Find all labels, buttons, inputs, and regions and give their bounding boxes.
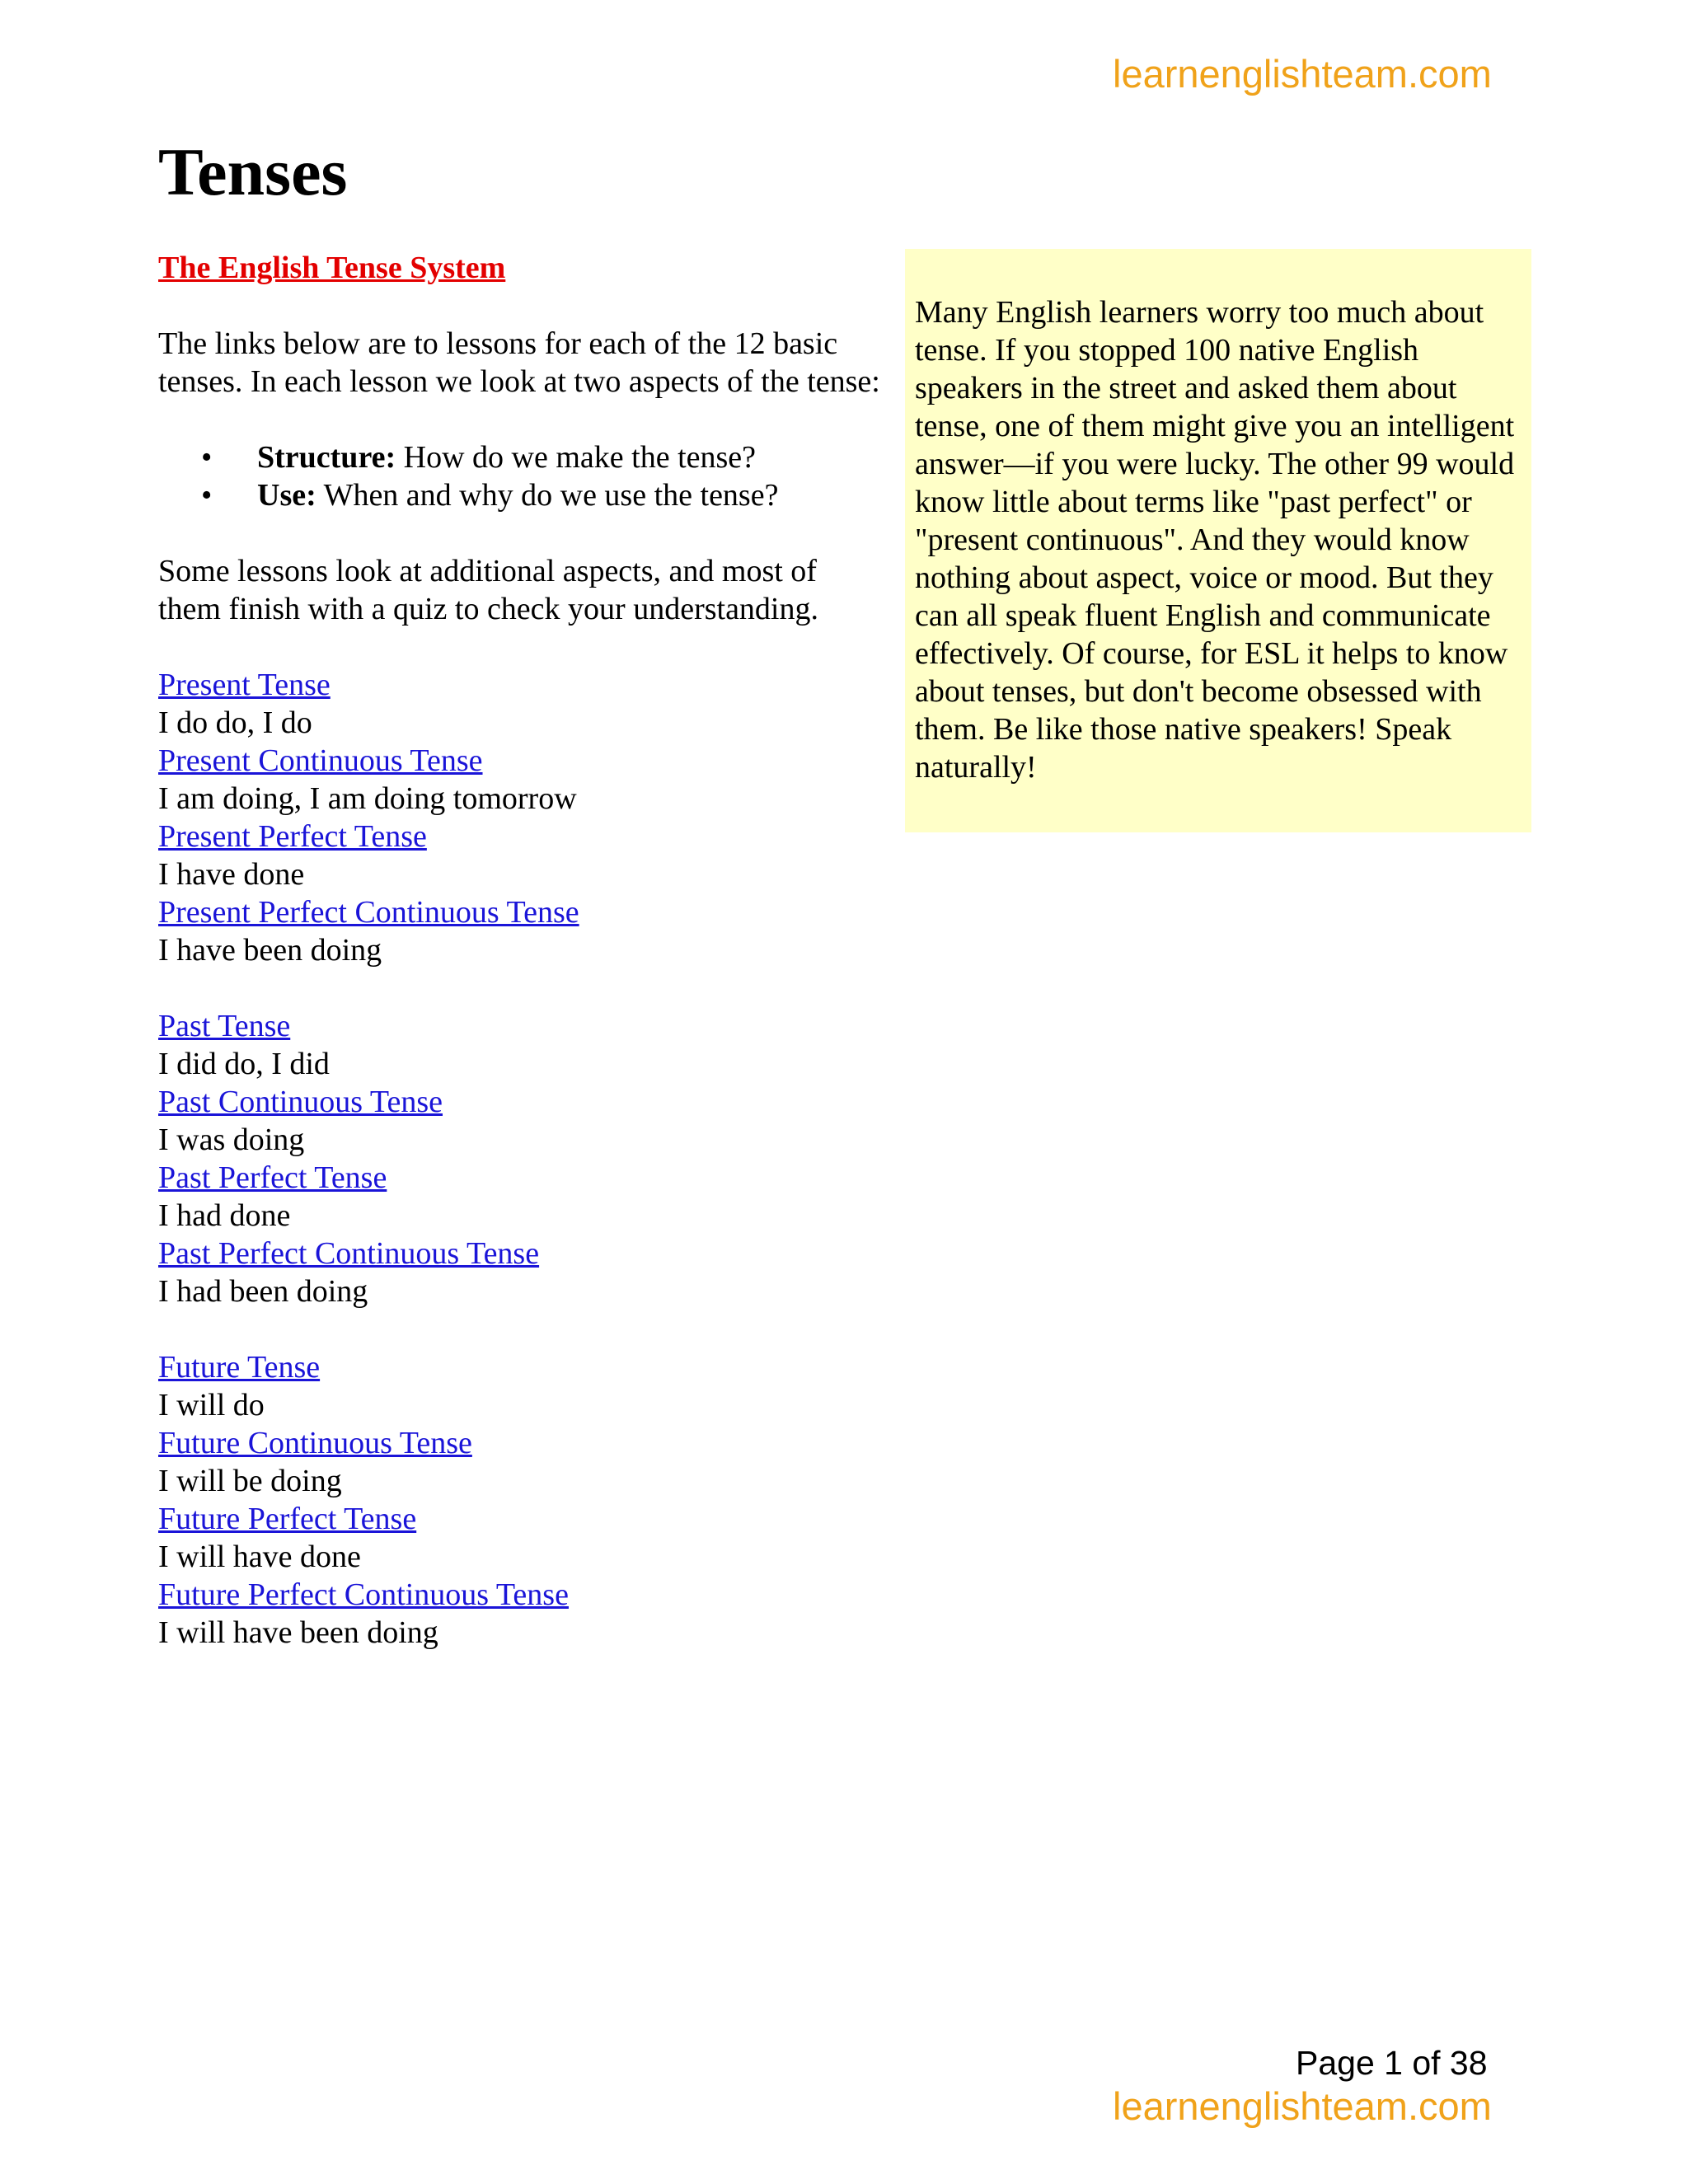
aspect-label: Use: bbox=[257, 478, 316, 513]
tense-example: I was doing bbox=[158, 1122, 305, 1157]
sidebar-note-text: Many English learners worry too much about tense. If you stopped 100 native English speakers in the street and asked them about tense, one of them might give you an intelligent answer—if you were lucky. The other 99 would know little about terms like "past perfect" or "present continuous". And they would know nothing about aspect, voice or mood. But they can all speak fluent English and communicate effectively. Of course, for ESL it helps to know about tenses, but don't become obsessed with them. Be like those native speakers! Speak naturally! bbox=[915, 295, 1515, 785]
intro-paragraph: The links below are to lessons for each of the 12 basic tenses. In each lesson we look at two aspects of the tense: bbox=[158, 326, 880, 399]
tense-example: I am doing, I am doing tomorrow bbox=[158, 781, 577, 816]
present-tenses-group bbox=[158, 666, 884, 969]
present-perfect-tense-link[interactable]: Present Perfect Tense bbox=[158, 819, 427, 854]
page-title: Tenses bbox=[158, 134, 348, 209]
tense-example: I did do, I did bbox=[158, 1047, 330, 1081]
site-footer-text: learnenglishteam.com bbox=[1113, 2084, 1492, 2128]
list-item bbox=[201, 438, 884, 476]
aspect-text: When and why do we use the tense? bbox=[316, 478, 779, 513]
list-item bbox=[201, 476, 884, 514]
sidebar-note bbox=[905, 249, 1531, 832]
tense-example: I had done bbox=[158, 1198, 291, 1233]
past-tense-link[interactable]: Past Tense bbox=[158, 1009, 291, 1043]
tense-example: I had been doing bbox=[158, 1274, 368, 1309]
tense-example: I will have done bbox=[158, 1540, 361, 1574]
aspect-label: Structure: bbox=[257, 440, 396, 475]
present-continuous-tense-link[interactable]: Present Continuous Tense bbox=[158, 743, 483, 778]
tense-example: I do do, I do bbox=[158, 705, 312, 740]
future-tense-link[interactable]: Future Tense bbox=[158, 1350, 321, 1385]
site-header-text: learnenglishteam.com bbox=[1113, 52, 1492, 96]
tense-example: I have done bbox=[158, 857, 305, 892]
future-tenses-group bbox=[158, 1348, 884, 1652]
main-content bbox=[158, 249, 884, 1652]
past-tenses-group bbox=[158, 1007, 884, 1310]
tense-example: I will do bbox=[158, 1388, 265, 1422]
bullet-icon: • bbox=[201, 478, 213, 513]
past-perfect-continuous-tense-link[interactable]: Past Perfect Continuous Tense bbox=[158, 1236, 540, 1271]
future-continuous-tense-link[interactable]: Future Continuous Tense bbox=[158, 1426, 472, 1460]
future-perfect-tense-link[interactable]: Future Perfect Tense bbox=[158, 1502, 417, 1536]
tense-example: I have been doing bbox=[158, 933, 382, 968]
past-continuous-tense-link[interactable]: Past Continuous Tense bbox=[158, 1085, 443, 1119]
present-perfect-continuous-tense-link[interactable]: Present Perfect Continuous Tense bbox=[158, 895, 579, 930]
tense-example: I will be doing bbox=[158, 1464, 342, 1498]
present-tense-link[interactable]: Present Tense bbox=[158, 668, 331, 702]
aspect-list bbox=[158, 438, 884, 514]
future-perfect-continuous-tense-link[interactable]: Future Perfect Continuous Tense bbox=[158, 1577, 569, 1612]
additional-paragraph: Some lessons look at additional aspects, and most of them finish with a quiz to check your understanding. bbox=[158, 554, 818, 626]
page-number: Page 1 of 38 bbox=[1296, 2044, 1488, 2082]
past-perfect-tense-link[interactable]: Past Perfect Tense bbox=[158, 1160, 387, 1195]
bullet-icon: • bbox=[201, 440, 213, 475]
tense-example: I will have been doing bbox=[158, 1615, 438, 1650]
aspect-text: How do we make the tense? bbox=[396, 440, 757, 475]
tense-system-link[interactable]: The English Tense System bbox=[158, 251, 506, 285]
